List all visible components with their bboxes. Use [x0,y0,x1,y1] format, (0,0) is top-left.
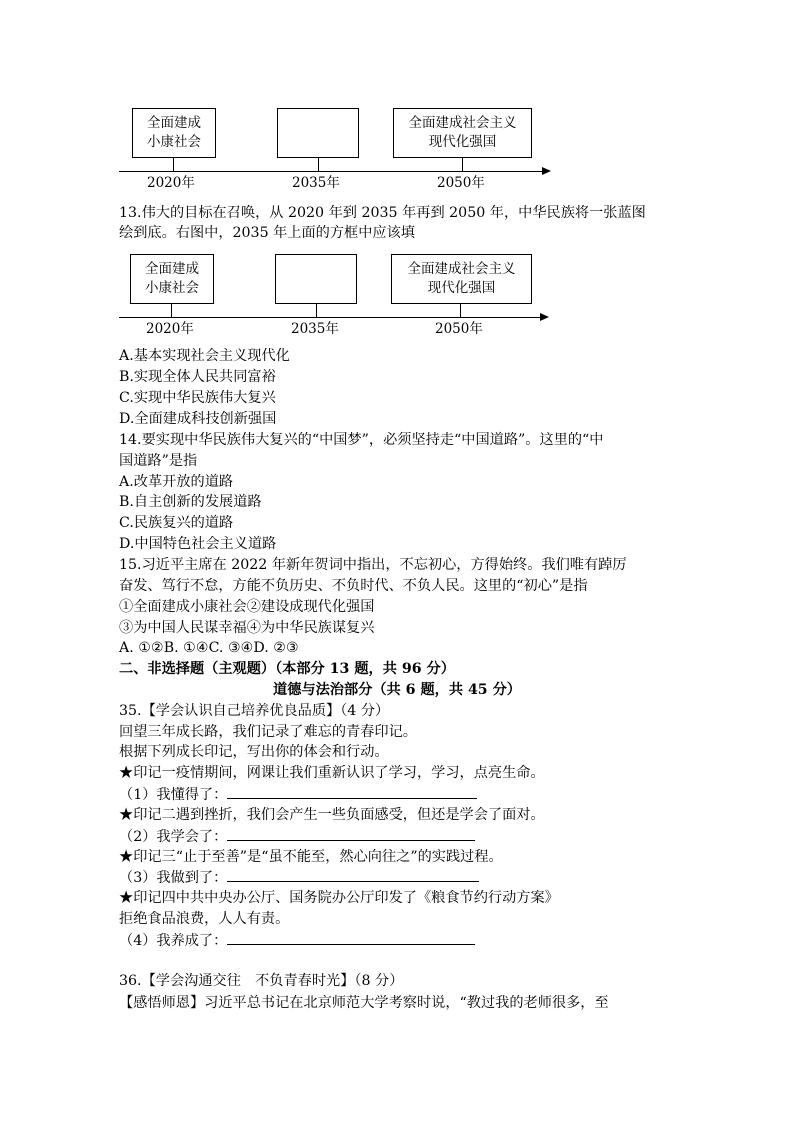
timeline-box-2035-empty [275,254,357,304]
timeline-tick-2035 [318,158,319,171]
timeline-box-2020: 全面建成 小康社会 [132,108,216,158]
timeline-year-2035: 2035年 [291,321,339,337]
answer-blank-4[interactable] [227,930,475,945]
q13-stem-line-2: 绘到底。右图中，2035 年上面的方框中应该填 [119,225,415,241]
q15-options: A. ①②B. ①④C. ③④D. ②③ [119,640,299,656]
timeline-diagram-q13 [119,252,559,342]
q14-option-c: C.民族复兴的道路 [119,515,234,531]
q36-line-1: 【感悟师恩】习近平总书记在北京师范大学考察时说，“教过我的老师很多，至 [119,995,609,1011]
answer-blank-1[interactable] [227,784,477,799]
q35-answer-row-3 [119,867,479,888]
q35-intro-line-1: 回望三年成长路，我们记录了难忘的青春印记。 [119,724,417,740]
q35-answer-row-4 [119,930,475,951]
timeline-diagram-top [119,105,559,195]
timeline-box-2050: 全面建成社会主义 现代化强国 [391,254,532,304]
q14-stem-line-1: 14.要实现中华民族伟大复兴的“中国梦”，必须坚持走“中国道路”。这里的“中 [119,432,604,448]
timeline-box-2035-empty [277,108,359,158]
q35-answer-label-2: （2）我学会了： [119,829,228,845]
q15-choice-line-2: ③为中国人民谋幸福④为中华民族谋复兴 [119,620,375,636]
q35-intro-line-2: 根据下列成长印记，写出你的体会和行动。 [119,744,389,760]
section-heading: 二、非选择题（主观题）（本部分 13 题，共 96 分） [119,661,455,677]
timeline-axis [119,317,541,318]
q36-title: 36.【学会沟通交往 不负青春时光】（8 分） [119,973,404,989]
q35-answer-label-3: （3）我做到了： [119,870,228,886]
q35-mark-2: ★印记二遇到挫折，我们会产生一些负面感受，但还是学会了面对。 [119,807,545,823]
q35-answer-row-1 [119,784,477,805]
q14-option-a: A.改革开放的道路 [119,474,234,490]
timeline-year-2020: 2020年 [147,175,195,191]
q14-option-d: D.中国特色社会主义道路 [119,536,277,552]
timeline-year-2050: 2050年 [435,321,483,337]
q15-choice-line-1: ①全面建成小康社会②建设成现代化强国 [119,599,375,615]
timeline-tick-2050 [462,158,463,171]
q15-stem-line-1: 15.习近平主席在 2022 年新年贺词中指出，不忘初心，方得始终。我们唯有踔厉 [119,557,627,573]
timeline-arrow-icon [540,313,549,321]
answer-blank-3[interactable] [227,867,479,882]
q13-option-d: D.全面建成科技创新强国 [119,411,277,427]
timeline-tick-2020 [173,158,174,171]
q35-mark-4-continued: 拒绝食品浪费，人人有责。 [119,911,290,927]
q13-option-a: A.基本实现社会主义现代化 [119,348,290,364]
q14-stem-line-2: 国道路”是指 [119,453,198,469]
q35-answer-label-1: （1）我懂得了： [119,787,228,803]
q35-answer-row-2 [119,826,475,847]
q35-mark-3: ★印记三“止于至善”是“虽不能至，然心向往之”的实践过程。 [119,849,503,865]
q35-mark-1: ★印记一疫情期间，网课让我们重新认识了学习，学习，点亮生命。 [119,765,545,781]
section-subheading: 道德与法治部分（共 6 题，共 45 分） [273,682,521,698]
timeline-axis [119,171,543,172]
q35-mark-4: ★印记四中共中央办公厅、国务院办公厅印发了《粮食节约行动方案》 [119,890,559,906]
timeline-year-2020: 2020年 [146,321,194,337]
timeline-box-2020: 全面建成 小康社会 [130,254,214,304]
timeline-year-2035: 2035年 [292,175,340,191]
q35-title: 35.【学会认识自己培养优良品质】（4 分） [119,703,390,719]
timeline-year-2050: 2050年 [437,175,485,191]
q13-option-b: B.实现全体人民共同富裕 [119,369,276,385]
q14-option-b: B.自主创新的发展道路 [119,494,262,510]
q13-option-c: C.实现中华民族伟大复兴 [119,390,276,406]
q13-stem-line-1: 13.伟大的目标在召唤，从 2020 年到 2035 年再到 2050 年，中华民族将一张蓝图 [119,205,646,221]
timeline-tick-2050 [460,304,461,317]
q35-answer-label-4: （4）我养成了： [119,933,228,949]
answer-blank-2[interactable] [227,826,475,841]
timeline-arrow-icon [542,167,551,175]
timeline-tick-2020 [171,304,172,317]
timeline-tick-2035 [316,304,317,317]
q15-stem-line-2: 奋发、笃行不怠，方能不负历史、不负时代、不负人民。这里的“初心”是指 [119,578,588,594]
timeline-box-2050: 全面建成社会主义 现代化强国 [393,108,532,158]
